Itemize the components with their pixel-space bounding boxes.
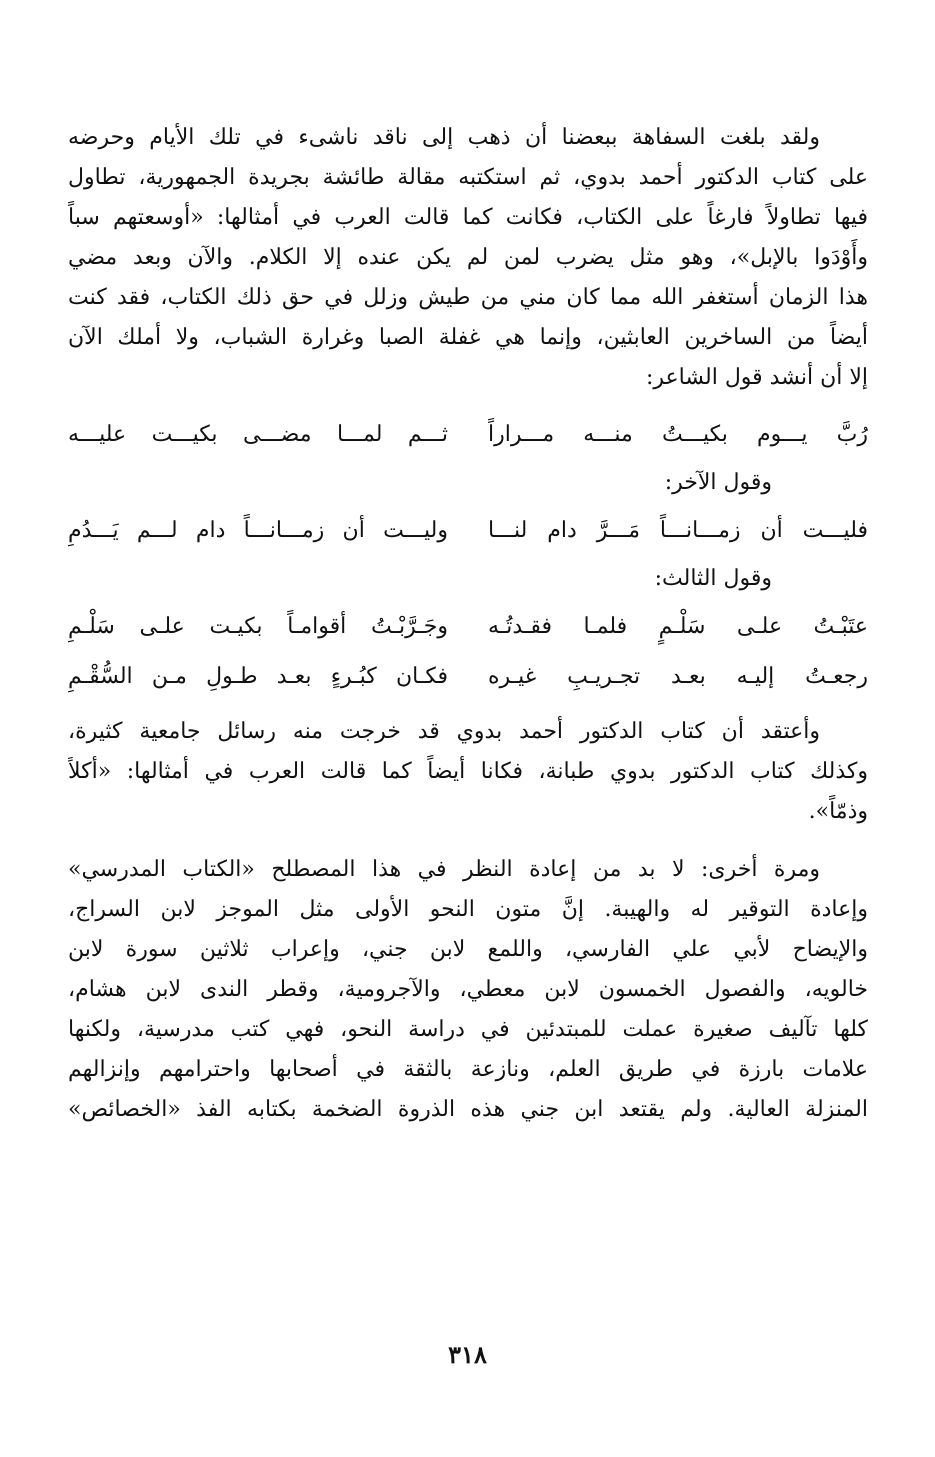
text-line: وأَوْدَوا بالإبل»، وهو مثل يضرب لمن لم يكن عنده إلا الكلام. والآن وبعد مضي — [68, 245, 868, 270]
verse-3-line-2 — [68, 652, 868, 702]
verse-first-hemistich: رجعـتُ إليـه بعـد تجـريـبِ غيـره — [488, 664, 868, 689]
paragraph-3 — [68, 850, 868, 1130]
paragraph-1 — [68, 118, 868, 398]
text-line: وذمّاً». — [808, 799, 868, 824]
verse-second-hemistich: وجَـرَّبْـتُ أقوامـاً بكيـت علـى سَلْـمِ — [68, 614, 448, 639]
text-line: فيها تطاولاً فارغاً على الكتاب، فكانت كما قالت العرب في أمثالها: «أوسعتهم سباً — [68, 205, 868, 230]
text-line: وإعادة التوقير له والهيبة. إنَّ متون النحو الأولى مثل الموجز لابن السراج، — [68, 897, 868, 922]
paragraph-2 — [68, 712, 868, 832]
text-line: المنزلة العالية. ولم يقتعد ابن جني هذه الذروة الضخمة بكتابه الفذ «الخصائص» — [68, 1097, 868, 1122]
verse-intro-2: وقول الآخر: — [664, 470, 772, 495]
text-line: والإيضاح لأبي علي الفارسي، واللمع لابن جني، وإعراب ثلاثين سورة لابن — [68, 937, 868, 962]
verse-2 — [68, 506, 868, 556]
page-number: ٣١٨ — [448, 1340, 487, 1369]
text-line: كلها تآليف صغيرة عملت للمبتدئين في دراسة النحو، فهي كتب مدرسية، ولكنها — [68, 1017, 868, 1042]
verse-intro-3: وقول الثالث: — [654, 566, 772, 591]
text-line: ولقد بلغت السفاهة ببعضنا أن ذهب إلى ناقد ناشىء في تلك الأيام وحرضه — [68, 125, 820, 150]
text-line: ومرة أخرى: لا بد من إعادة النظر في هذا المصطلح «الكتاب المدرسي» — [68, 857, 820, 882]
text-line: وكذلك كتاب الدكتور بدوي طبانة، فكانا أيضاً كما قالت العرب في أمثالها: «أكلاً — [68, 759, 868, 784]
verse-first-hemistich: عتَبْـتُ علـى سَلْـمٍ فلمـا فقـدتُـه — [488, 614, 868, 639]
text-line: هذا الزمان أستغفر الله مما كان مني من طيش وزلل في حق ذلك الكتاب، فقد كنت — [68, 285, 868, 310]
verse-first-hemistich: رُبَّ يـــوم بكيـــتُ منـــه مـــراراً — [488, 422, 868, 447]
verse-second-hemistich: وليـــت أن زمـــانـــاً دام لـــم يَـــدُمِ — [68, 518, 448, 543]
text-line: علامات بارزة في طريق العلم، ونازعة بالثقة في أصحابها واحترامهم وإنزالهم — [68, 1057, 868, 1082]
verse-1 — [68, 410, 868, 460]
text-line: على كتاب الدكتور أحمد بدوي، ثم استكتبه مقالة طائشة بجريدة الجمهورية، تطاول — [68, 165, 868, 190]
verse-second-hemistich: فكـان كبُـرءٍ بعـد طـولِ مـن السُّقْـمِ — [68, 664, 448, 689]
verse-first-hemistich: فليـــت أن زمـــانـــاً مَـــرَّ دام لنـــا — [488, 518, 868, 543]
page-body — [68, 118, 868, 1142]
verse-second-hemistich: ثـــم لمـــا مضـــى بكيـــت عليـــه — [68, 422, 448, 447]
verse-3-line-1 — [68, 602, 868, 652]
text-line: وأعتقد أن كتاب الدكتور أحمد بدوي قد خرجت منه رسائل جامعية كثيرة، — [68, 719, 820, 744]
text-line: أيضاً من الساخرين العابثين، وإنما هي غفلة الصبا وغرارة الشباب، ولا أملك الآن — [68, 325, 868, 350]
text-line: خالويه، والفصول الخمسون لابن معطي، والآجرومية، وقطر الندى لابن هشام، — [68, 977, 868, 1002]
text-line: إلا أن أنشد قول الشاعر: — [646, 365, 868, 390]
